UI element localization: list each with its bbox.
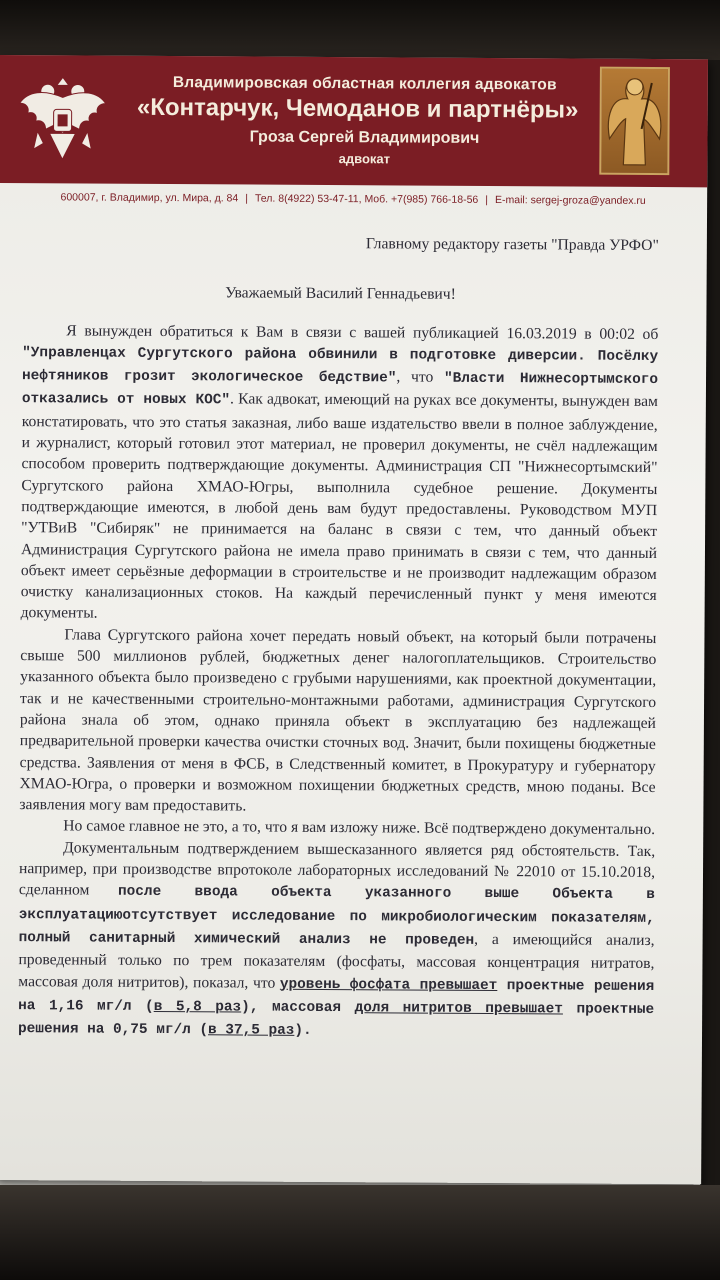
bold-finding: проектные решения на 0,75 мг/л (	[18, 1001, 655, 1039]
letterhead-banner	[0, 55, 708, 187]
text-run: , а имеющийся анализ, проведенный только по трем показателям (фосфаты, массовая концентрация нитратов, массовая доля нитритов), показал, что	[18, 930, 655, 992]
salutation: Уважаемый Василий Геннадьевич!	[225, 284, 456, 304]
email-address: E-mail: sergej-groza@yandex.ru	[494, 194, 646, 207]
bold-finding: ).	[294, 1022, 312, 1040]
separator: |	[245, 192, 249, 205]
office-address: 600007, г. Владимир, ул. Мира, д. 84	[60, 191, 239, 205]
bar-association-name: Владимировская областная коллегия адвокатов	[172, 74, 557, 94]
photo-background-bottom	[0, 1185, 720, 1280]
paragraph-2: Глава Сургутского района хочет передать новый объект, на который были потрачены свыше 500 миллионов рублей, бюджетных денег налогоплательщиков. Строительство указанного объекта было произведено с грубыми нарушениями, как проектной документации, так и не качественными строительно-монтажными работами, администрация Сургутского района знала об этом, однако приняла объект в эксплуатацию без надлежащей предварительной проверки качества очистки сточных вод. Значит, были похищены бюджетные средства. Заявления от меня в ФСБ, в Следственный комитет, в Прокуратуру и губернатору ХМАО-Югра, о проверки и возможном похищении бюджетных средств, мною поданы. Все заявления могу вам предоставить.	[19, 626, 657, 815]
paragraph-4	[18, 837, 655, 1045]
text-run: , что	[396, 368, 445, 386]
bold-finding: после ввода объекта указанного выше Объекта в эксплуатациюотсутствует исследование по микробиологическим показателям, полный санитарный химический анализ не проведен	[18, 884, 655, 949]
underlined-finding: в 37,5 раз	[207, 1022, 295, 1039]
letter-body	[18, 211, 659, 1044]
text-run: Я вынужден обратиться к Вам в связи с вашей публикацией 16.03.2019 в 00:02 об	[66, 322, 659, 343]
bold-finding: проектные решения на 1,16 мг/л (	[18, 977, 655, 1015]
text-run: Документальным подтверждением вышесказанного является ряд обстоятельств. Так, например, при производстве впротоколе лабораторных исследований № 22010 от 15.10.2018, сделанном	[18, 839, 656, 900]
underlined-finding: в 5,8 раз	[153, 998, 242, 1016]
archangel-icon-image	[599, 67, 670, 175]
underlined-finding: уровень фосфата превышает	[279, 976, 498, 994]
paragraph-3: Но самое главное не это, а то, что я вам изложу ниже. Всё подтверждено документально.	[63, 817, 656, 839]
phone-numbers: Тел. 8(4922) 53-47-11, Моб. +7(985) 766-18-56	[254, 192, 479, 206]
addressee-line: Главному редактору газеты "Правда УРФО"	[365, 235, 659, 255]
separator: |	[485, 193, 489, 206]
contact-line	[0, 183, 707, 215]
double-headed-eagle-icon	[13, 69, 112, 170]
law-firm-name: «Контарчук, Чемоданов и партнёры»	[136, 93, 579, 124]
quoted-article-title: "Управленцах Сургутского района обвинили в подготовке диверсии. Посёлку нефтяников грозит экологическое бедствие"	[21, 345, 659, 387]
lawyer-name: Гроза Сергей Владимирович	[249, 128, 480, 147]
quoted-article-title: "Власти Нижнесортымского отказались от новых КОС"	[21, 370, 659, 409]
text-run: . Как адвокат, имеющий на руках все документы, вынужден вам констатировать, что это статья заказная, либо ваше издательство ввели в полное заблуждение, и журналист, который готовил этот материал, не проверил документы, не счёл надлежащим способом проверить подтверждающие документы. Администрация СП "Нижнесортымский" Сургутского района ХМАО-Югры, выполнила судебное решение. Документы подтверждающие имеются, в любой день вам будут предоставлены. Руководством МУП "УТВиВ "Сибиряк" не принимается на баланс в связи с тем, что данный объект Администрация Сургутского района не имела право принимать в связи с тем, что данный объект имеет серьёзные деформации в строительстве и не производит надлежащим образом очистку канализационных стоков. На каждый перечисленный пункт у меня имеются документы.	[20, 390, 658, 623]
underlined-finding: доля нитритов превышает	[354, 999, 564, 1018]
bold-finding: ), массовая	[241, 999, 355, 1016]
letter-sheet	[0, 55, 708, 1184]
lawyer-title: адвокат	[338, 151, 391, 167]
photo-background-top	[0, 0, 720, 60]
paragraph-1	[21, 320, 659, 628]
